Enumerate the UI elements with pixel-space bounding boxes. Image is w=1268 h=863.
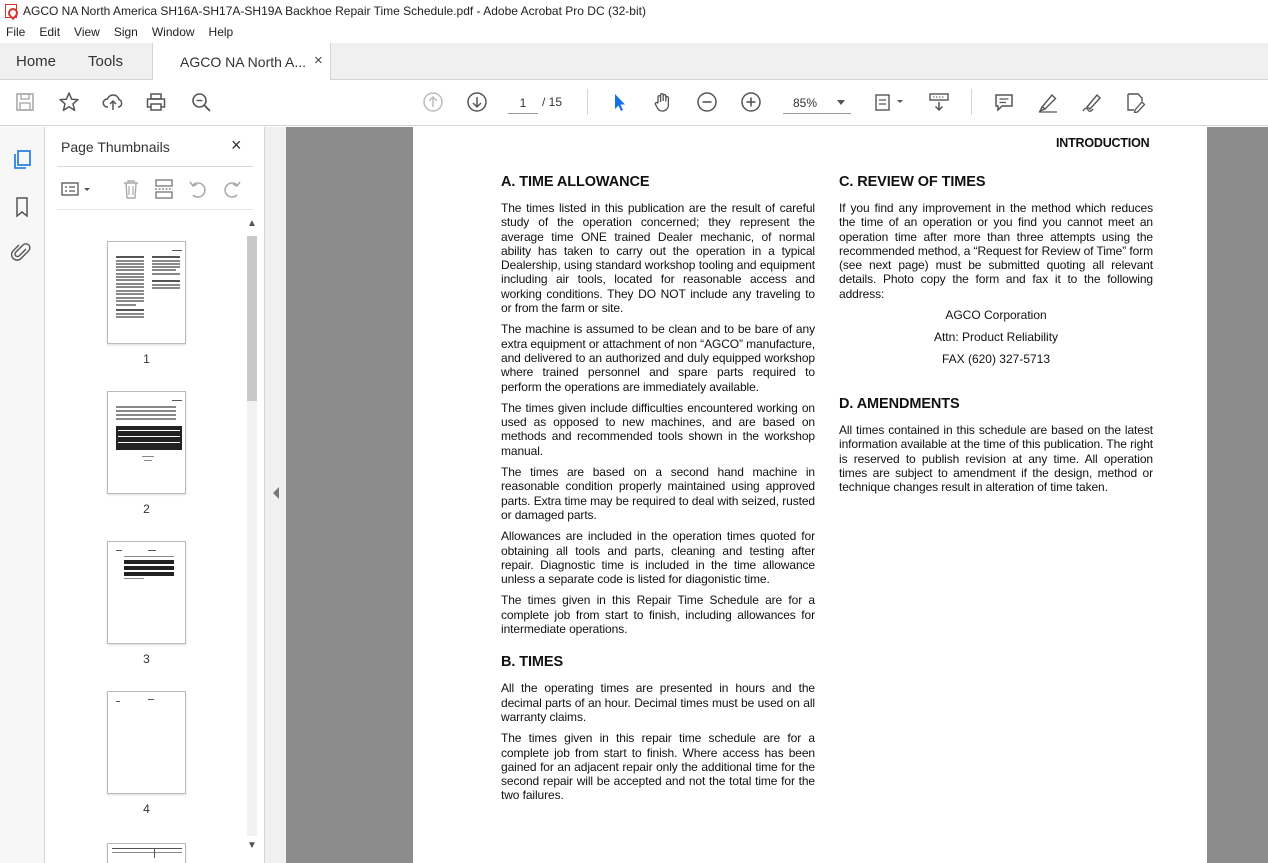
- acrobat-logo-icon: [5, 4, 17, 18]
- panel-splitter[interactable]: [264, 127, 286, 863]
- toolbar-divider: [587, 89, 588, 115]
- previous-page-icon[interactable]: [421, 90, 445, 114]
- print-icon[interactable]: [144, 90, 168, 114]
- section-heading-d: D. AMENDMENTS: [839, 396, 960, 413]
- search-zoom-icon[interactable]: [189, 90, 213, 114]
- address-line: AGCO Corporation: [945, 308, 1047, 323]
- paragraph: The times given in this repair time schedule are for a complete job from start to finish. Where access has been gained for an adjacent repair only the additional time for the second repair will be accepted and not the total time for the two failures.: [501, 731, 815, 803]
- address-line: Attn: Product Reliability: [933, 330, 1059, 345]
- left-column: [501, 174, 815, 810]
- comment-icon[interactable]: [992, 90, 1016, 114]
- panel-divider: [57, 209, 253, 210]
- rotate-counterclockwise-icon[interactable]: [186, 177, 210, 201]
- panel-divider: [57, 166, 253, 167]
- page-header: INTRODUCTION: [1056, 136, 1150, 150]
- scroll-mode-icon[interactable]: [927, 90, 951, 114]
- page-thumbnail-1[interactable]: [107, 241, 186, 344]
- scrollbar-thumb[interactable]: [247, 236, 257, 401]
- page-thumbnail-2[interactable]: [107, 391, 186, 494]
- zoom-out-icon[interactable]: [695, 90, 719, 114]
- collapse-panel-icon[interactable]: [273, 487, 279, 499]
- thumbnail-label: 3: [143, 652, 150, 666]
- thumbnail-label: 1: [143, 352, 150, 366]
- delete-page-icon[interactable]: [119, 177, 143, 201]
- menu-bar: [0, 22, 1268, 42]
- paragraph: The times are based on a second hand machine in reasonable condition properly maintained using approved parts. Extra time may be required to deal with seized, rusted or damaged parts.: [501, 465, 815, 522]
- chevron-down-icon: [837, 100, 845, 105]
- tab-tools[interactable]: Tools: [88, 53, 124, 70]
- section-heading-b: B. TIMES: [501, 654, 564, 671]
- paragraph: If you find any improvement in the method which reduces the time of an operation or you find you cannot meet an operation time after more than three attempts using the recommended method, a “Request for Review of Time” form (see next page) must be submitted quoting all relevant details. Photo copy the form and fax it to the following address:: [839, 201, 1153, 301]
- hand-tool-icon[interactable]: [651, 90, 675, 114]
- paragraph: Allowances are included in the operation times quoted for obtaining all tools and parts, cleaning and testing after repair. Diagnostic time is included in the time allowance unless a separate code is listed for diagonistic time.: [501, 529, 815, 587]
- menu-file[interactable]: File: [6, 25, 26, 39]
- bookmarks-icon[interactable]: [10, 195, 34, 219]
- paragraph: All the operating times are presented in hours and the decimal parts of an hour. Decimal times must be used on all warranty claims.: [501, 681, 815, 724]
- save-icon[interactable]: [13, 90, 37, 114]
- close-tab-icon[interactable]: ×: [314, 52, 323, 69]
- star-bookmark-icon[interactable]: [57, 90, 81, 114]
- section-heading-c: C. REVIEW OF TIMES: [839, 174, 986, 190]
- select-cursor-icon[interactable]: [607, 90, 631, 114]
- close-panel-icon[interactable]: ×: [231, 135, 242, 155]
- paragraph: The machine is assumed to be clean and to be bare of any extra equipment or attachment of non “AGCO” manufacture, and delivered to an authorized and duly equipped workshop where trained personnel and spare parts required to perform the operations are immediately available.: [501, 322, 815, 394]
- page-thumbnail-3[interactable]: [107, 541, 186, 644]
- zoom-value: 85%: [793, 96, 818, 110]
- fill-sign-icon[interactable]: [1123, 90, 1147, 114]
- zoom-dropdown[interactable]: [783, 92, 851, 114]
- window-title: AGCO NA North America SH16A-SH17A-SH19A Backhoe Repair Time Schedule.pdf - Adobe Acrobat Pro DC (32-bit): [23, 4, 646, 18]
- address-line: FAX (620) 327-5713: [941, 352, 1051, 367]
- upload-cloud-icon[interactable]: [101, 90, 125, 114]
- draw-sign-icon[interactable]: [1080, 90, 1104, 114]
- navigation-rail: [0, 127, 45, 863]
- tab-document[interactable]: [152, 43, 331, 81]
- paragraph: All times contained in this schedule are based on the latest information available at the time of this publication. The right is reserved to publish revision at any time. All operation times are subject to amendment if the design, method or technique changes result in alteration of time taken.: [839, 423, 1153, 495]
- page-fit-icon[interactable]: [872, 90, 906, 114]
- thumbnail-label: 4: [143, 802, 150, 816]
- next-page-icon[interactable]: [465, 90, 489, 114]
- thumbnail-options-icon[interactable]: [59, 177, 95, 201]
- thumbnail-label: 2: [143, 502, 150, 516]
- menu-help[interactable]: Help: [208, 25, 234, 39]
- paragraph: The times given include difficulties encountered working on used as opposed to new machines, and are based on methods and recommended tools shown in the workshop manual.: [501, 400, 815, 458]
- page-number-input[interactable]: [508, 92, 538, 114]
- toolbar-divider: [971, 89, 972, 115]
- scroll-down-icon[interactable]: ▼: [247, 840, 257, 851]
- highlight-pen-icon[interactable]: [1036, 90, 1060, 114]
- page-total: / 15: [542, 95, 563, 109]
- paragraph: The times given in this Repair Time Schedule are for a complete job from start to finish, including allowances for intermediate operations.: [501, 593, 815, 637]
- title-bar: [0, 0, 1268, 22]
- paragraph: The times listed in this publication are the result of careful study of the operation concerned; they represent the average time ONE trained Dealer mechanic, of normal ability has taken to carry out the operation in a typical Dealership, using standard workshop tooling and equipment including air tools, located for reasonable access and working conditions. They DO NOT include any traveling to or from the farm or site.: [501, 201, 815, 316]
- tab-home[interactable]: Home: [16, 53, 57, 70]
- insert-page-icon[interactable]: [152, 177, 176, 201]
- menu-sign[interactable]: Sign: [113, 25, 138, 39]
- document-viewport[interactable]: [286, 127, 1268, 863]
- right-column: [839, 174, 1153, 502]
- thumbnails-scrollbar[interactable]: [244, 218, 260, 858]
- pdf-page: [413, 127, 1207, 863]
- thumbnails-panel: [45, 127, 264, 863]
- menu-edit[interactable]: Edit: [39, 25, 61, 39]
- section-heading-a: A. TIME ALLOWANCE: [501, 174, 650, 190]
- attachments-icon[interactable]: [10, 240, 34, 264]
- scroll-up-icon[interactable]: ▲: [247, 218, 257, 229]
- page-thumbnails-icon[interactable]: [10, 147, 34, 171]
- page-thumbnail-5[interactable]: [107, 843, 186, 863]
- toolbar: [0, 80, 1268, 126]
- panel-title: Page Thumbnails: [61, 139, 170, 155]
- tab-strip: [0, 43, 1268, 80]
- rotate-clockwise-icon[interactable]: [220, 177, 244, 201]
- menu-view[interactable]: View: [74, 25, 100, 39]
- page-thumbnail-4[interactable]: [107, 691, 186, 794]
- zoom-in-icon[interactable]: [739, 90, 763, 114]
- menu-window[interactable]: Window: [151, 25, 195, 39]
- tab-document-title: AGCO NA North A...: [180, 54, 307, 70]
